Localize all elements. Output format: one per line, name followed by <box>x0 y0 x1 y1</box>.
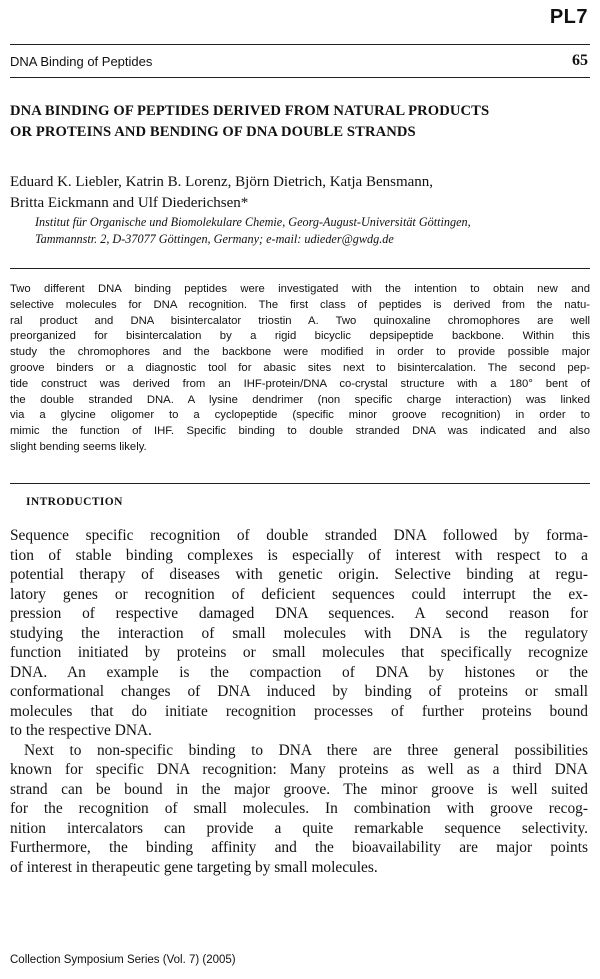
page-number: 65 <box>572 52 588 69</box>
abstract-line: preorganized for bisintercalation by a rigid bicyclic depsipeptide backbone. Within this <box>10 330 590 343</box>
running-head-title: DNA Binding of Peptides <box>10 53 153 69</box>
paragraph2-line: Next to non-specific binding to DNA there are three general possibilities <box>24 741 588 759</box>
abstract-line: the double stranded DNA. A lysine dendrimer (non specific charge interaction) was linked <box>10 393 590 406</box>
abstract-line: selective molecules for DNA recognition. The first class of peptides is derived from the natu- <box>10 298 590 311</box>
affiliation <box>35 214 595 248</box>
paragraph1-line: conformational changes of DNA induced by binding of proteins or small <box>10 683 588 700</box>
paragraph1-line: studying the interaction of small molecules with DNA is the regulatory <box>10 624 588 642</box>
footer: Collection Symposium Series (Vol. 7) (2005) <box>10 954 236 966</box>
paragraph1-line: potential therapy of diseases with genetic origin. Selective binding at regu- <box>10 566 588 583</box>
abstract-line: tide construct was derived from an IHF-protein/DNA co-crystal structure with a 180° bent of <box>10 377 590 390</box>
body-text <box>10 526 588 877</box>
paragraph2-line: Furthermore, the binding affinity and the bioavailability are major points <box>10 839 588 856</box>
abstract-line: slight bending seems likely. <box>10 440 147 453</box>
page-tag: PL7 <box>549 6 588 28</box>
abstract <box>10 282 590 456</box>
authors-line: Britta Eickmann and Ulf Diederichsen* <box>10 195 249 211</box>
running-head <box>10 44 590 78</box>
author-list <box>10 172 590 214</box>
paragraph2-line: known for specific DNA recognition: Many proteins as well as a third DNA <box>10 761 588 778</box>
title-line: OR PROTEINS AND BENDING OF DNA DOUBLE STRANDS <box>10 124 416 140</box>
title-line: DNA BINDING OF PEPTIDES DERIVED FROM NATURAL PRODUCTS <box>10 103 490 119</box>
affiliation-line: Tammannstr. 2, D-37077 Göttingen, Germany; e-mail: udieder@gwdg.de <box>35 232 394 246</box>
affiliation-line: Institut für Organische und Biomolekulare Chemie, Georg-August-Universität Göttingen, <box>35 215 471 229</box>
paragraph1-line: molecules that do initiate recognition processes of further proteins bound <box>10 702 588 720</box>
paragraph1-line: to the respective DNA. <box>10 722 152 739</box>
authors-line: Eduard K. Liebler, Katrin B. Lorenz, Björn Dietrich, Katja Bensmann, <box>10 174 434 190</box>
paragraph1-line: Sequence specific recognition of double stranded DNA followed by forma- <box>10 527 588 544</box>
paragraph2-line: of interest in therapeutic gene targeting by small molecules. <box>10 858 378 876</box>
paper-title <box>10 101 590 143</box>
paragraph2-line: strand can be bound in the major groove. The minor groove is well suited <box>10 780 588 798</box>
abstract-line: ral product and DNA bisintercalator triostin A. Two quinoxaline chromophores are well <box>10 314 590 327</box>
abstract-line: groove binders or a diagnostic tool for abasic sites next to bisintercalation. The second pep- <box>10 361 590 374</box>
paragraph1-line: tion of stable binding complexes is especially of interest with respect to a <box>10 546 588 564</box>
abstract-top-rule <box>10 268 590 269</box>
paragraph1-line: DNA. An example is the compaction of DNA by histones or the <box>10 663 588 681</box>
section-heading: INTRODUCTION <box>26 496 123 508</box>
abstract-line: via a glycine oligomer to a cyclopeptide (specific minor groove recognition) in order to <box>10 409 590 422</box>
abstract-bottom-rule <box>10 483 590 484</box>
abstract-line: study the chromophores and the backbone were modified in order to provide possible major <box>10 346 590 359</box>
abstract-line: mimic the function of IHF. Specific binding to double stranded DNA was indicated and also <box>10 425 590 438</box>
paragraph2-line: for the recognition of small molecules. In combination with groove recog- <box>10 800 588 817</box>
paragraph1-line: function initiated by proteins or small molecules that specifically recognize <box>10 644 588 661</box>
paragraph2-line: nition intercalators can provide a quite remarkable sequence selectivity. <box>10 819 588 837</box>
abstract-line: Two different DNA binding peptides were investigated with the intention to obtain new and <box>10 283 590 295</box>
paragraph1-line: latory genes or recognition of deficient sequences could interrupt the ex- <box>10 585 588 603</box>
paragraph1-line: pression of respective damaged DNA sequences. A second reason for <box>10 605 588 622</box>
